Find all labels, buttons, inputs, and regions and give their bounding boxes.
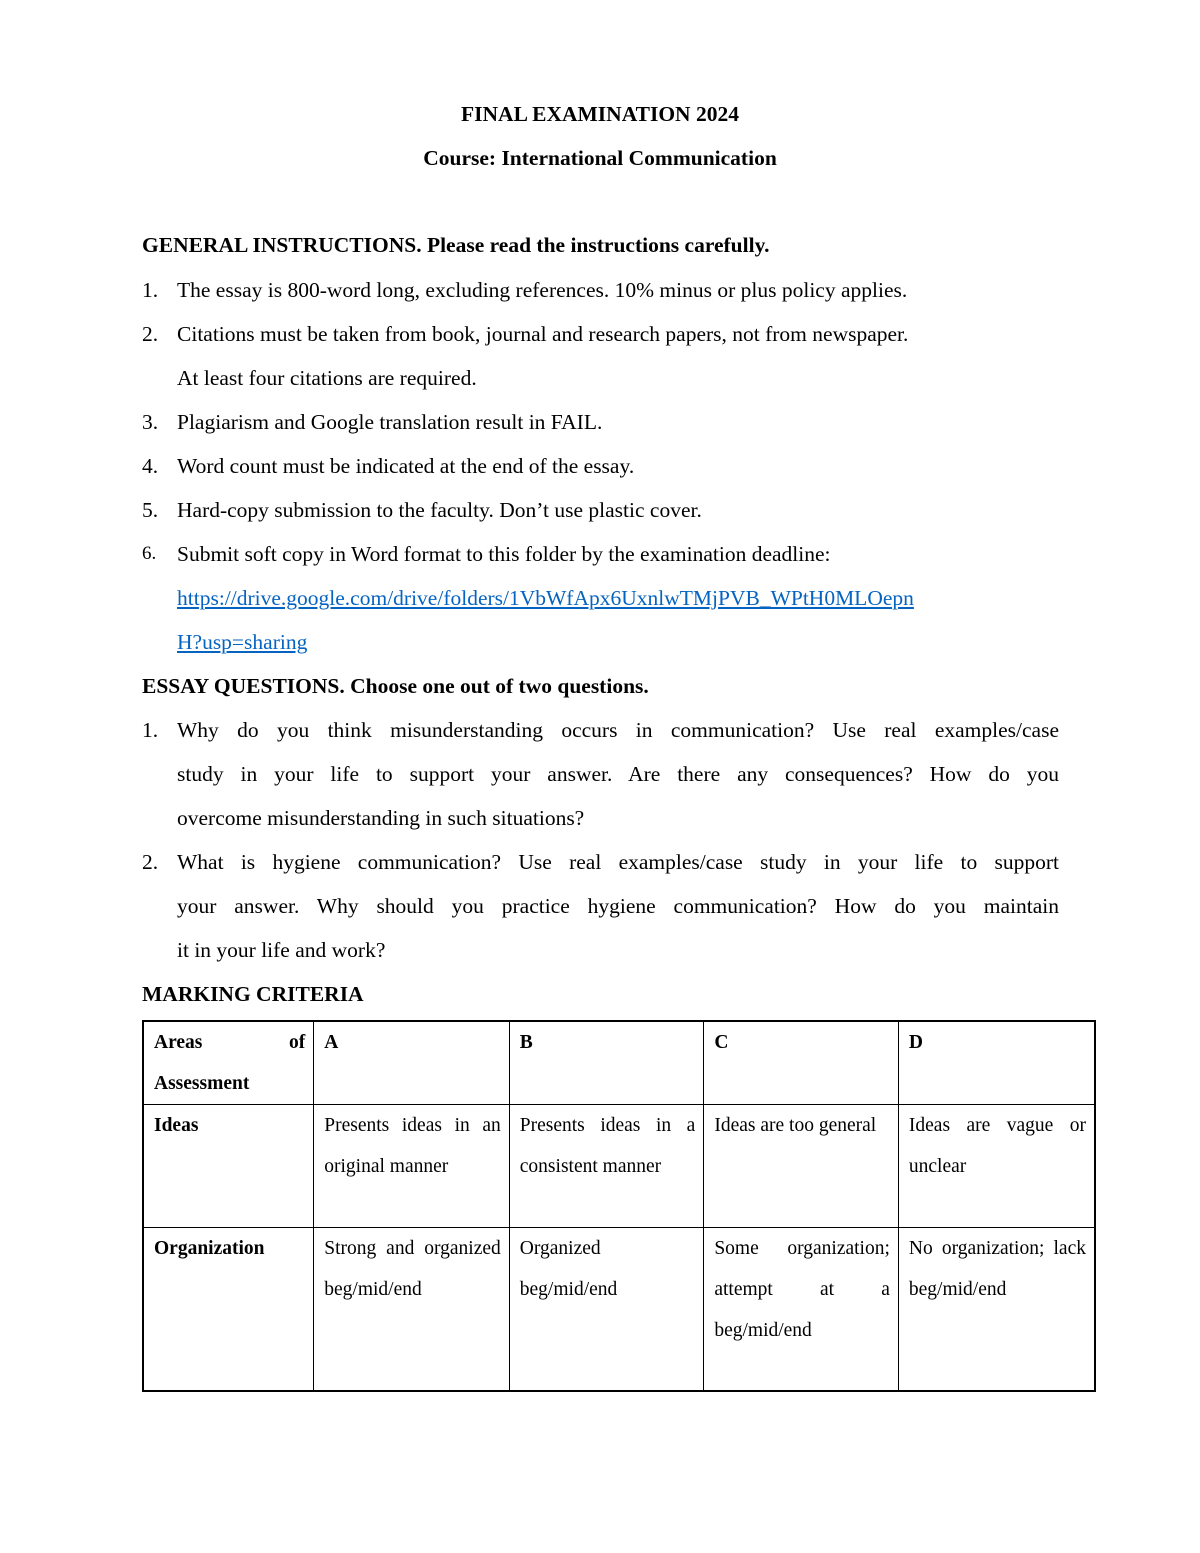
instruction-number: 3. (142, 410, 159, 434)
table-header-row (143, 1021, 1095, 1105)
question-text: What is hygiene communication? Use real examples/case study in your life to support (177, 850, 1059, 874)
general-instructions-heading: GENERAL INSTRUCTIONS. Please read the instructions carefully. (142, 233, 770, 257)
row-grade-d-cell: No organization; lack beg/mid/end (898, 1228, 1095, 1391)
question-text: overcome misunderstanding in such situations? (177, 806, 585, 830)
row-grade-c-cell: Ideas are too general (704, 1105, 899, 1228)
instruction-text: Plagiarism and Google translation result in FAIL. (177, 410, 603, 434)
drive-folder-link-continued[interactable]: H?usp=sharing (177, 630, 308, 654)
row-area-cell: Ideas (143, 1105, 314, 1228)
question-number: 1. (142, 718, 159, 742)
header-cell-grade-d: D (898, 1021, 1095, 1105)
row-grade-d-cell: Ideas are vague or unclear (898, 1105, 1095, 1228)
question-text: your answer. Why should you practice hygiene communication? How do you maintain (177, 894, 1059, 918)
instruction-text: The essay is 800-word long, excluding references. 10% minus or plus policy applies. (177, 278, 908, 302)
instruction-text: Hard-copy submission to the faculty. Don’t use plastic cover. (177, 498, 702, 522)
instruction-number: 4. (142, 454, 159, 478)
row-grade-a-cell: Presents ideas in an original manner (314, 1105, 510, 1228)
instruction-text: Submit soft copy in Word format to this folder by the examination deadline: (177, 542, 831, 566)
row-area-cell: Organization (143, 1228, 314, 1391)
table-row (143, 1105, 1095, 1228)
instruction-number: 1. (142, 278, 159, 302)
instruction-number: 6. (142, 543, 157, 564)
question-number: 2. (142, 850, 159, 874)
exam-title: FINAL EXAMINATION 2024 (461, 102, 739, 126)
header-cell-grade-b: B (509, 1021, 704, 1105)
question-text: study in your life to support your answer. Are there any consequences? How do you (177, 762, 1059, 786)
row-grade-a-cell: Strong and organized beg/mid/end (314, 1228, 510, 1391)
instruction-text: Citations must be taken from book, journal and research papers, not from newspaper. (177, 322, 909, 346)
course-title: Course: International Communication (423, 146, 777, 170)
row-grade-b-cell: Organized beg/mid/end (509, 1228, 704, 1391)
header-cell-grade-c: C (704, 1021, 899, 1105)
marking-criteria-table (142, 1020, 1096, 1392)
header-cell-grade-a: A (314, 1021, 510, 1105)
instruction-number: 2. (142, 322, 159, 346)
drive-folder-link[interactable]: https://drive.google.com/drive/folders/1VbWfApx6UxnlwTMjPVB_WPtH0MLOepn (177, 586, 914, 610)
instruction-number: 5. (142, 498, 159, 522)
marking-criteria-heading: MARKING CRITERIA (142, 982, 364, 1006)
header-cell-areas: Areas of Assessment (143, 1021, 314, 1105)
row-grade-c-cell: Some organization; attempt at a beg/mid/end (704, 1228, 899, 1391)
instruction-text: At least four citations are required. (177, 366, 477, 390)
table-row (143, 1228, 1095, 1391)
essay-questions-heading: ESSAY QUESTIONS. Choose one out of two questions. (142, 674, 649, 698)
row-grade-b-cell: Presents ideas in a consistent manner (509, 1105, 704, 1228)
instruction-text: Word count must be indicated at the end of the essay. (177, 454, 635, 478)
question-text: Why do you think misunderstanding occurs in communication? Use real examples/case (177, 718, 1059, 742)
question-text: it in your life and work? (177, 938, 386, 962)
